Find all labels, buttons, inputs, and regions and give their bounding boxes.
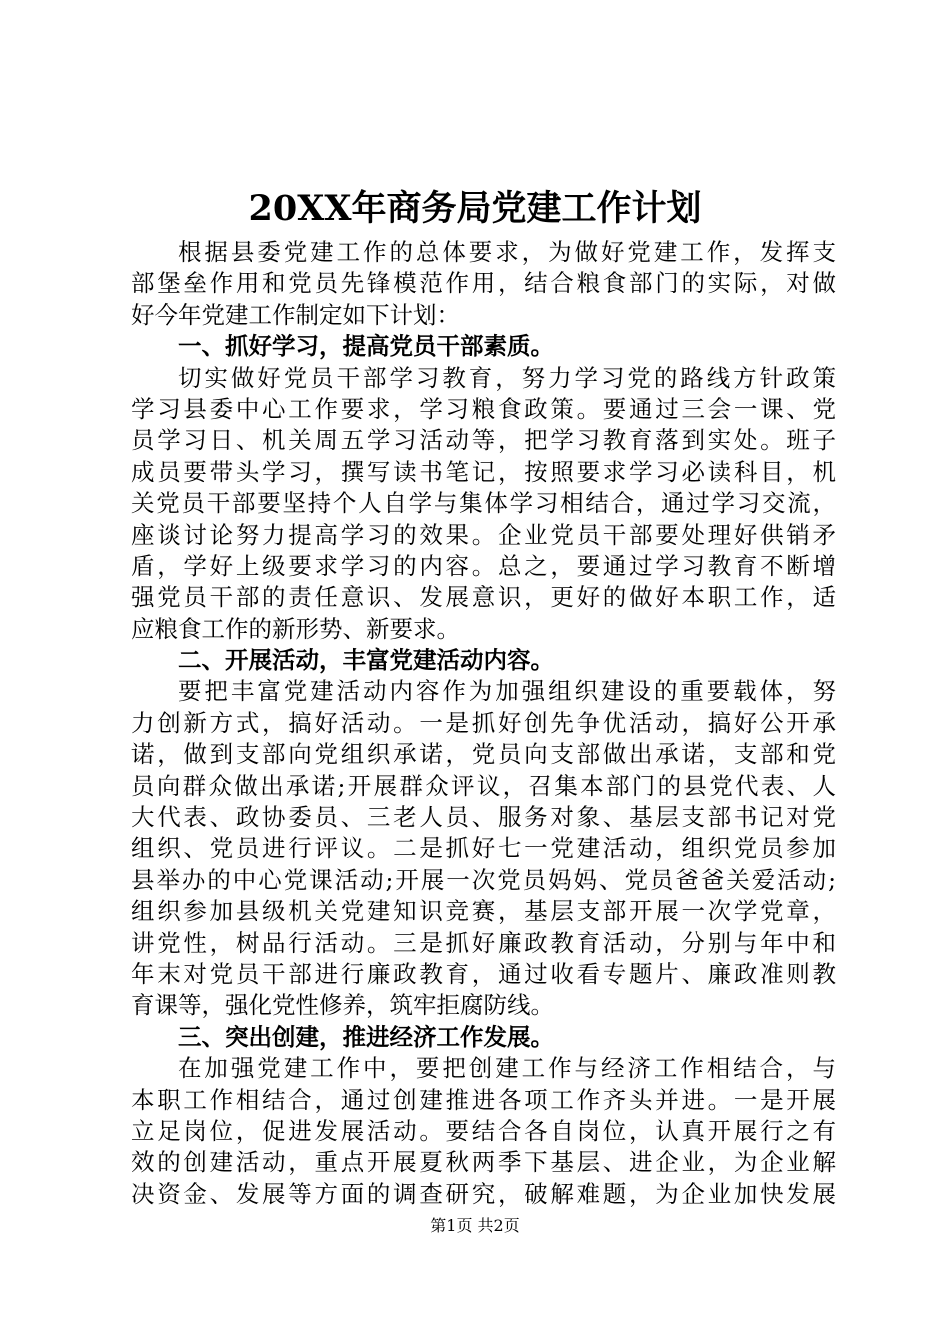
body-line: 本职工作相结合，通过创建推进各项工作齐头并进。一是开展 (131, 1085, 836, 1114)
body-line: 决资金、发展等方面的调查研究，破解难题，为企业加快发展 (131, 1179, 836, 1208)
body-line: 组织、党员进行评议。二是抓好七一党建活动，组织党员参加 (131, 834, 836, 863)
body-line: 县举办的中心党课活动;开展一次党员妈妈、党员爸爸关爱活动; (131, 865, 836, 894)
paragraph-last-line: 好今年党建工作制定如下计划： (131, 300, 460, 329)
section-heading: 二、开展活动，丰富党建活动内容。 (178, 646, 554, 675)
paragraph-first-line: 切实做好党员干部学习教育，努力学习党的路线方针政策 (178, 363, 836, 392)
body-line: 部堡垒作用和党员先锋模范作用，结合粮食部门的实际，对做 (131, 269, 836, 298)
document-body (131, 237, 836, 1210)
body-line: 员向群众做出承诺;开展群众评议，召集本部门的县党代表、人 (131, 771, 836, 800)
body-line: 效的创建活动，重点开展夏秋两季下基层、进企业，为企业解 (131, 1148, 836, 1177)
document-title: 20XX年商务局党建工作计划 (248, 188, 702, 229)
body-line: 成员要带头学习，撰写读书笔记，按照要求学习必读科目，机 (131, 457, 836, 486)
body-line: 员学习日、机关周五学习活动等，把学习教育落到实处。班子 (131, 426, 836, 455)
paragraph-last-line: 育课等，强化党性修养，筑牢拒腐防线。 (131, 991, 554, 1020)
body-line: 诺，做到支部向党组织承诺，党员向支部做出承诺，支部和党 (131, 740, 836, 769)
body-line: 学习县委中心工作要求，学习粮食政策。要通过三会一课、党 (131, 394, 836, 423)
body-line: 大代表、政协委员、三老人员、服务对象、基层支部书记对党 (131, 803, 836, 832)
body-line: 力创新方式，搞好活动。一是抓好创先争优活动，搞好公开承 (131, 708, 836, 737)
page-footer: 第1页 共2页 (430, 1216, 520, 1235)
paragraph-last-line: 应粮食工作的新形势、新要求。 (131, 614, 460, 643)
body-line: 立足岗位，促进发展活动。要结合各自岗位，认真开展行之有 (131, 1116, 836, 1145)
body-line: 盾，学好上级要求学习的内容。总之，要通过学习教育不断增 (131, 551, 836, 580)
body-line: 关党员干部要坚持个人自学与集体学习相结合，通过学习交流， (131, 489, 836, 518)
section-heading: 三、突出创建，推进经济工作发展。 (178, 1022, 554, 1051)
paragraph-first-line: 根据县委党建工作的总体要求，为做好党建工作，发挥支 (178, 238, 836, 266)
section-heading: 一、抓好学习，提高党员干部素质。 (178, 332, 554, 361)
body-line: 强党员干部的责任意识、发展意识，更好的做好本职工作，适 (131, 583, 836, 612)
body-line: 座谈讨论努力提高学习的效果。企业党员干部要处理好供销矛 (131, 520, 836, 549)
body-line: 组织参加县级机关党建知识竞赛，基层支部开展一次学党章， (131, 897, 836, 926)
body-line: 年末对党员干部进行廉政教育，通过收看专题片、廉政准则教 (131, 959, 836, 988)
body-line: 讲党性，树品行活动。三是抓好廉政教育活动，分别与年中和 (131, 928, 836, 957)
paragraph-first-line: 在加强党建工作中，要把创建工作与经济工作相结合，与 (178, 1054, 836, 1083)
paragraph-first-line: 要把丰富党建活动内容作为加强组织建设的重要载体，努 (178, 677, 836, 706)
